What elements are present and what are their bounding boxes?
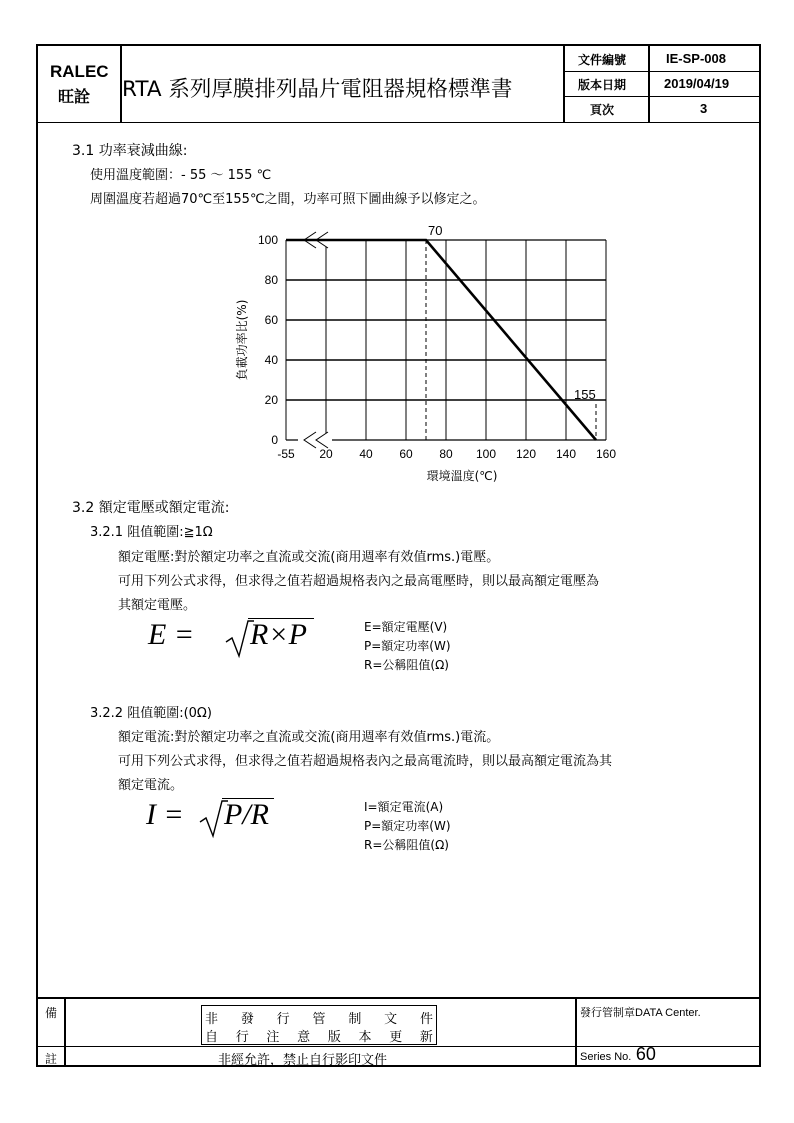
series-number — [580, 1044, 656, 1065]
stamp-char: 自 — [205, 1030, 219, 1045]
x-tick-label: 20 — [319, 447, 333, 461]
issue-control-value: DATA Center. — [635, 1007, 701, 1019]
stamp-char: 文 — [384, 1012, 398, 1027]
current-def-p: P=額定功率(W) — [364, 819, 451, 833]
remark-label-bottom: 註 — [45, 1052, 58, 1066]
x-tick-label: 40 — [359, 447, 373, 461]
section-3-2-2-heading: 3.2.2 阻值範圍:(0Ω) — [90, 706, 212, 721]
x-tick-label: 100 — [475, 447, 497, 461]
annotation-70: 70 — [428, 223, 443, 238]
doc-number-label: 文件編號 — [578, 53, 627, 67]
rated-voltage-definition: 額定電壓:對於額定功率之直流或交流(商用週率有效值rms.)電壓。 — [118, 550, 500, 565]
rated-current-rule-line1: 可用下列公式求得，但求得之值若超過規格表內之最高電流時，則以最高額定電流為其 — [118, 754, 613, 769]
version-date-value: 2019/04/19 — [664, 76, 730, 91]
section-3-2-1-heading: 3.2.1 阻值範圍:≧1Ω — [90, 525, 213, 540]
y-tick-label: 40 — [264, 353, 278, 367]
x-tick-label: 120 — [515, 447, 537, 461]
y-tick-label: 80 — [264, 273, 278, 287]
issue-control-label: 發行管制章 — [580, 1006, 635, 1019]
rated-current-definition: 額定電流:對於額定功率之直流或交流(商用週率有效值rms.)電流。 — [118, 730, 500, 745]
y-tick-label: 100 — [257, 233, 278, 247]
y-tick-label: 0 — [271, 433, 278, 447]
current-def-r: R=公稱阻值(Ω) — [364, 838, 449, 852]
doc-number-value: IE-SP-008 — [666, 51, 726, 66]
x-tick-label: -55 — [277, 447, 295, 461]
x-tick-label: 140 — [555, 447, 577, 461]
section-3-1-heading: 3.1 功率衰減曲線: — [72, 143, 188, 159]
footer-divider — [38, 997, 759, 999]
document-title: RTA 系列厚膜排列晶片電阻器規格標準書 — [122, 77, 513, 102]
stamp-char: 版 — [327, 1030, 341, 1045]
rated-current-rule-line2: 額定電流。 — [118, 778, 184, 793]
derating-curve — [286, 240, 596, 440]
voltage-formula-lhs: E = — [148, 618, 195, 651]
current-def-i: I=額定電流(A) — [364, 800, 444, 814]
x-tick-label: 160 — [595, 447, 617, 461]
x-tick-label: 80 — [439, 447, 453, 461]
page-label: 頁次 — [590, 103, 615, 117]
company-name-en: RALEC — [50, 62, 109, 81]
stamp-char: 制 — [348, 1012, 362, 1027]
version-date-label: 版本日期 — [578, 78, 627, 92]
x-tick-label: 60 — [399, 447, 413, 461]
stamp-char: 意 — [297, 1030, 311, 1045]
current-formula-lhs: I = — [146, 798, 184, 831]
stamp-char: 更 — [389, 1030, 403, 1045]
stamp-char: 件 — [419, 1012, 433, 1027]
section-3-2-heading: 3.2 額定電壓或額定電流: — [72, 500, 230, 516]
annotation-155: 155 — [574, 387, 596, 402]
issue-control — [580, 1004, 701, 1020]
y-tick-label: 60 — [264, 313, 278, 327]
stamp-char: 非 — [205, 1012, 219, 1027]
current-formula-rhs: P/R — [224, 798, 269, 831]
stamp-char: 注 — [266, 1030, 280, 1045]
y-axis-label: 負載功率比(%) — [235, 299, 249, 381]
voltage-def-p: P=額定功率(W) — [364, 639, 451, 653]
rated-voltage-rule-line2: 其額定電壓。 — [118, 598, 197, 613]
company-name-zh: 旺詮 — [58, 87, 91, 106]
page-frame — [36, 44, 761, 1067]
derating-description: 周圍溫度若超過70℃至155℃之間，功率可照下圖曲線予以修定之。 — [90, 192, 486, 207]
stamp-char: 本 — [358, 1030, 372, 1045]
derating-chart — [218, 222, 617, 492]
y-tick-label: 20 — [264, 393, 278, 407]
temp-range-text: 使用溫度範圍：- 55 ～ 155 ℃ — [90, 168, 272, 183]
copy-notice: 非經允許，禁止自行影印文件 — [218, 1053, 388, 1068]
voltage-def-e: E=額定電壓(V) — [364, 620, 448, 634]
stamp-char: 管 — [312, 1012, 326, 1027]
voltage-formula-rhs: R×P — [250, 618, 307, 651]
stamp-char: 新 — [419, 1030, 433, 1045]
series-value: 60 — [635, 1044, 656, 1064]
document-header — [38, 46, 759, 123]
remark-label-top: 備 — [45, 1006, 58, 1020]
rated-voltage-rule-line1: 可用下列公式求得，但求得之值若超過規格表內之最高電壓時，則以最高額定電壓為 — [118, 574, 600, 589]
stamp-char: 發 — [240, 1012, 254, 1027]
control-stamp — [201, 1005, 437, 1045]
stamp-char: 行 — [276, 1012, 290, 1027]
voltage-def-r: R=公稱阻值(Ω) — [364, 658, 449, 672]
stamp-char: 行 — [235, 1030, 249, 1045]
page-number: 3 — [700, 101, 708, 116]
x-axis-label: 環境溫度(℃) — [426, 469, 498, 483]
series-label: Series No. — [580, 1051, 632, 1063]
